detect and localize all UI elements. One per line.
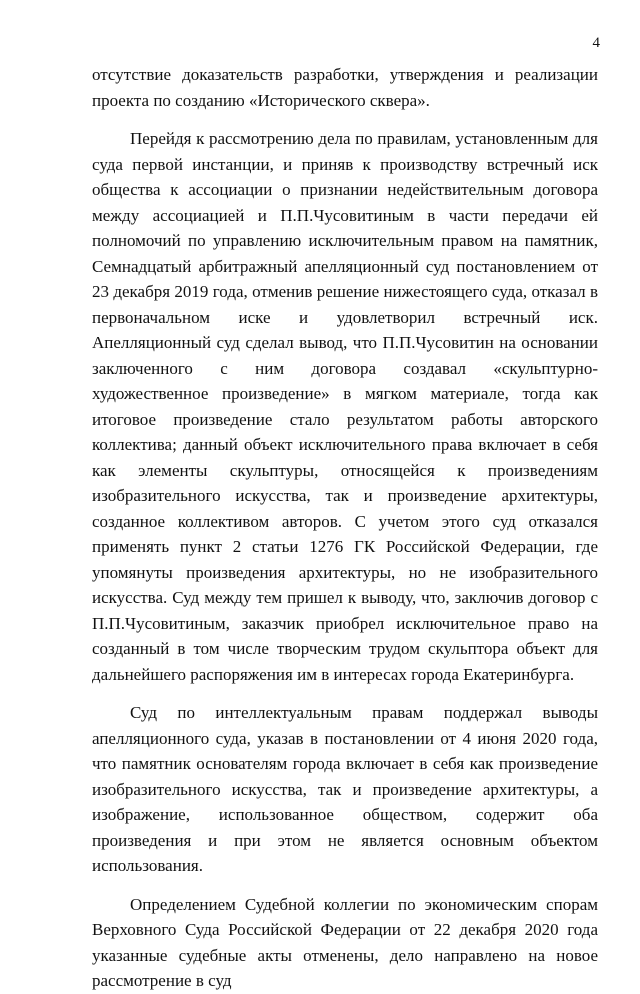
paragraph-supreme-court: Определением Судебной коллегии по экономическим спорам Верховного Суда Российской Федерации от 22 декабря 2020 года указанные судебные акты отменены, дело направлено на новое рассмотрение в суд (92, 894, 598, 990)
paragraph-appeal-court: Перейдя к рассмотрению дела по правилам, установленным для суда первой инстанции, и приняв к производству встречный иск общества к ассоциации о признании недействительным договора между ассоциацией и П.П.Чусовитиным в части передачи ей полномочий по управлению исключительным правом на памятник, Семнадцатый арбитражный апелляционный суд постановлением от 23 декабря 2019 года, отменив решение нижестоящего суда, отказал в первоначальном иске и удовлетворил встречный иск. Апелляционный суд сделал вывод, что П.П.Чусовитин на основании заключенного с ним договора создавал «скульптурно-художественное произведение» в мягком материале, тогда как итоговое произведение стало результатом работы авторского коллектива; данный объект исключительного права включает в себя как элементы скульптуры, относящейся к произведениям изобразительного искусства, так и произведение архитектуры, созданное коллективом авторов. С учетом этого суд отказался применять пункт 2 статьи 1276 ГК Российской Федерации, где упомянуты произведения архитектуры, но не изобразительного искусства. Суд между тем пришел к выводу, что, заключив договор с П.П.Чусовитиным, заказчик приобрел исключительное право на созданный в том числе творческим трудом скульптора объект для дальнейшего распоряжения им в интересах города Екатеринбурга. (92, 129, 598, 684)
page-number: 4 (592, 35, 600, 51)
paragraph-continuation: отсутствие доказательств разработки, утверждения и реализации проекта по созданию «Исторического сквера». (92, 65, 598, 110)
document-body (92, 62, 598, 994)
paragraph-ip-court: Суд по интеллектуальным правам поддержал выводы апелляционного суда, указав в постановлении от 4 июня 2020 года, что памятник основателям города включает в себя как произведение изобразительного искусства, так и произведение архитектуры, а изображение, использованное обществом, содержит оба произведения и при этом не является основным объектом использования. (92, 703, 598, 875)
